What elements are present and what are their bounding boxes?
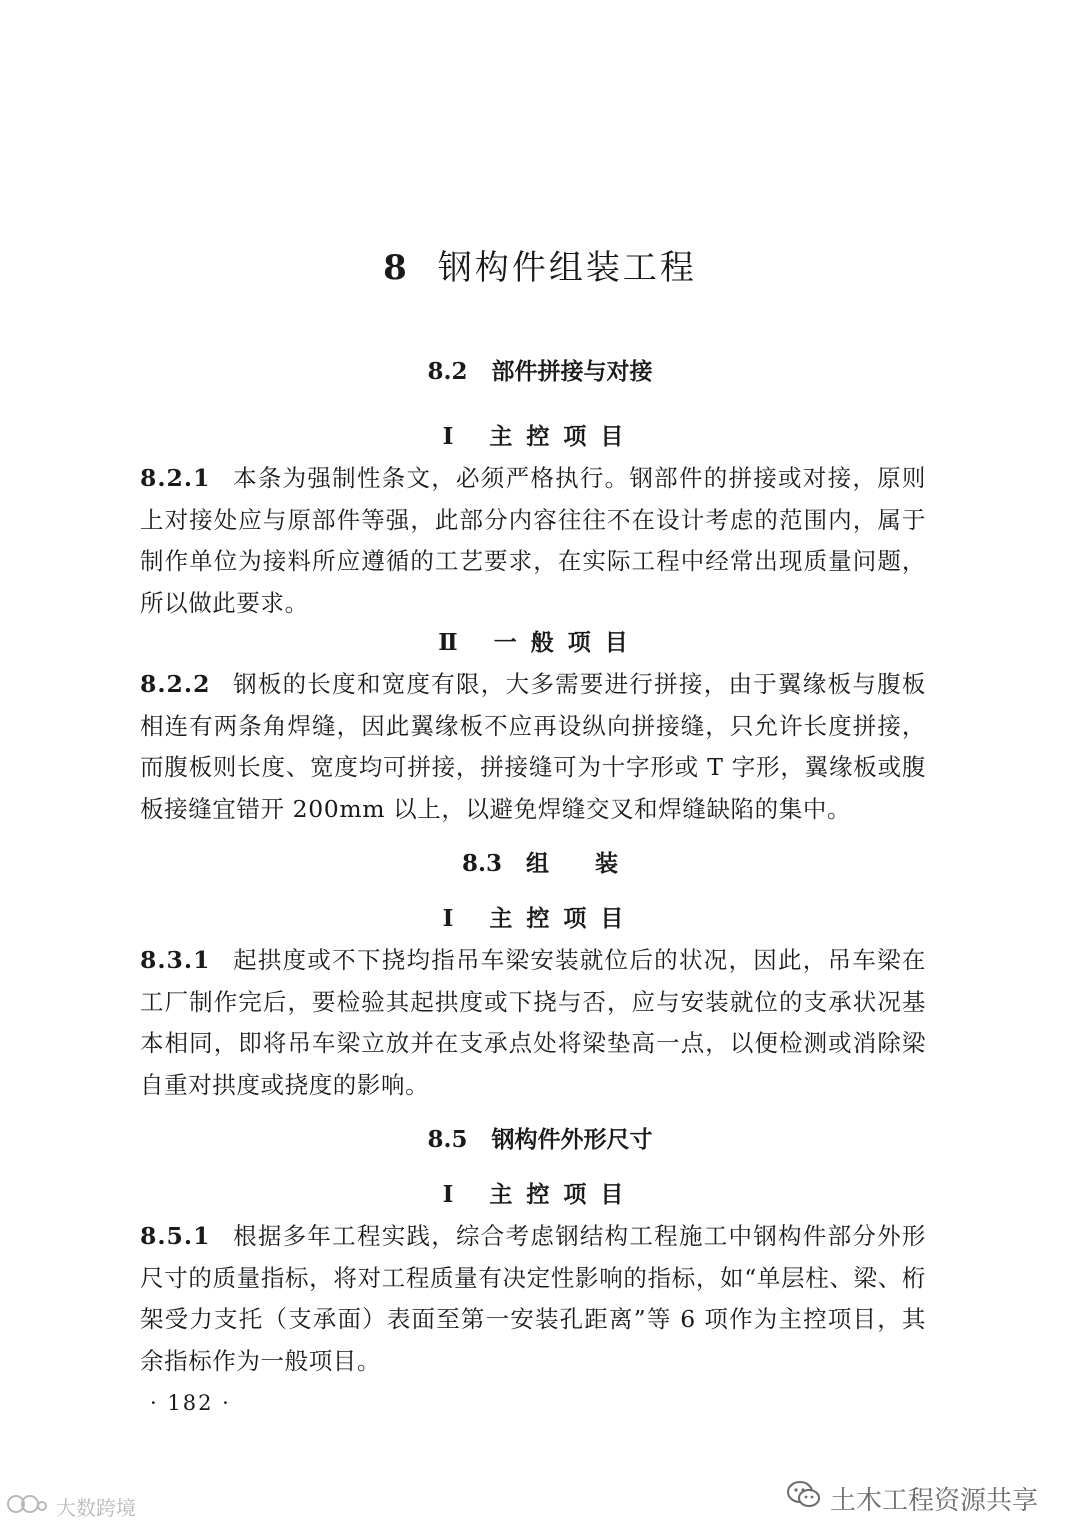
clause-number: 8.5.1 xyxy=(140,1222,211,1250)
clause-text: 起拱度或不下挠均指吊车梁安装就位后的状况，因此，吊车梁在工厂制作完后，要检验其起拱度或下挠与否，应与安装就位的支承状况基本相同，即将吊车梁立放并在支承点处将梁垫高一点，以便检测或消除梁自重对拱度或挠度的影响。 xyxy=(140,946,926,1099)
watermark-logo xyxy=(6,1490,136,1522)
watermark-text: 大数跨境 xyxy=(56,1495,136,1520)
clause-paragraph xyxy=(140,664,926,830)
clause-number: 8.2.2 xyxy=(140,670,211,698)
section-title-text: 组 装 xyxy=(526,851,618,877)
clause-paragraph xyxy=(140,458,926,624)
chapter-number: 8 xyxy=(383,248,410,288)
chapter-title xyxy=(0,238,1080,298)
section-title xyxy=(0,1120,1080,1160)
clause-text: 本条为强制性条文，必须严格执行。钢部件的拼接或对接，原则上对接处应与原部件等强，此部分内容往往不在设计考虑的范围内，属于制作单位为接料所应遵循的工艺要求，在实际工程中经常出现质量问题，所以做此要求。 xyxy=(140,464,926,617)
clause-text: 钢板的长度和宽度有限，大多需要进行拼接，由于翼缘板与腹板相连有两条角焊缝，因此翼缘板不应再设纵向拼接缝，只允许长度拼接，而腹板则长度、宽度均可拼接，拼接缝可为十字形或 T 字形，翼缘板或腹板接缝宜错开 200mm 以上，以避免焊缝交叉和焊缝缺陷的集中。 xyxy=(140,670,926,823)
subsection-heading: Ⅰ 主控项目 xyxy=(442,423,638,450)
clause-paragraph xyxy=(140,940,926,1106)
clause-text: 根据多年工程实践，综合考虑钢结构工程施工中钢构件部分外形尺寸的质量指标，将对工程质量有决定性影响的指标，如“单层柱、梁、桁架受力支托（支承面）表面至第一安装孔距离”等 6 项作为主控项目，其余指标作为一般项目。 xyxy=(140,1222,926,1375)
section-title xyxy=(0,352,1080,392)
watermark-wechat xyxy=(786,1478,1038,1518)
watermark-text: 土木工程资源共享 xyxy=(830,1485,1039,1516)
subsection-heading: Ⅰ 主控项目 xyxy=(442,1181,638,1208)
section-number: 8.3 xyxy=(461,850,502,877)
clause-number: 8.3.1 xyxy=(140,946,211,974)
subsection-heading: Ⅱ 一般项目 xyxy=(438,629,642,656)
section-title xyxy=(0,844,1080,884)
chapter-title-text: 钢构件组装工程 xyxy=(437,248,697,288)
logo-icon xyxy=(6,1492,48,1521)
section-number: 8.5 xyxy=(427,1126,468,1153)
section-title-text: 部件拼接与对接 xyxy=(491,359,653,385)
section-number: 8.2 xyxy=(427,358,468,385)
clause-number: 8.2.1 xyxy=(140,464,211,492)
section-title-text: 钢构件外形尺寸 xyxy=(491,1127,653,1153)
page-number: · 182 · xyxy=(150,1391,231,1415)
subsection-heading: Ⅰ 主控项目 xyxy=(442,905,638,932)
clause-paragraph xyxy=(140,1216,926,1382)
wechat-icon xyxy=(786,1480,822,1517)
